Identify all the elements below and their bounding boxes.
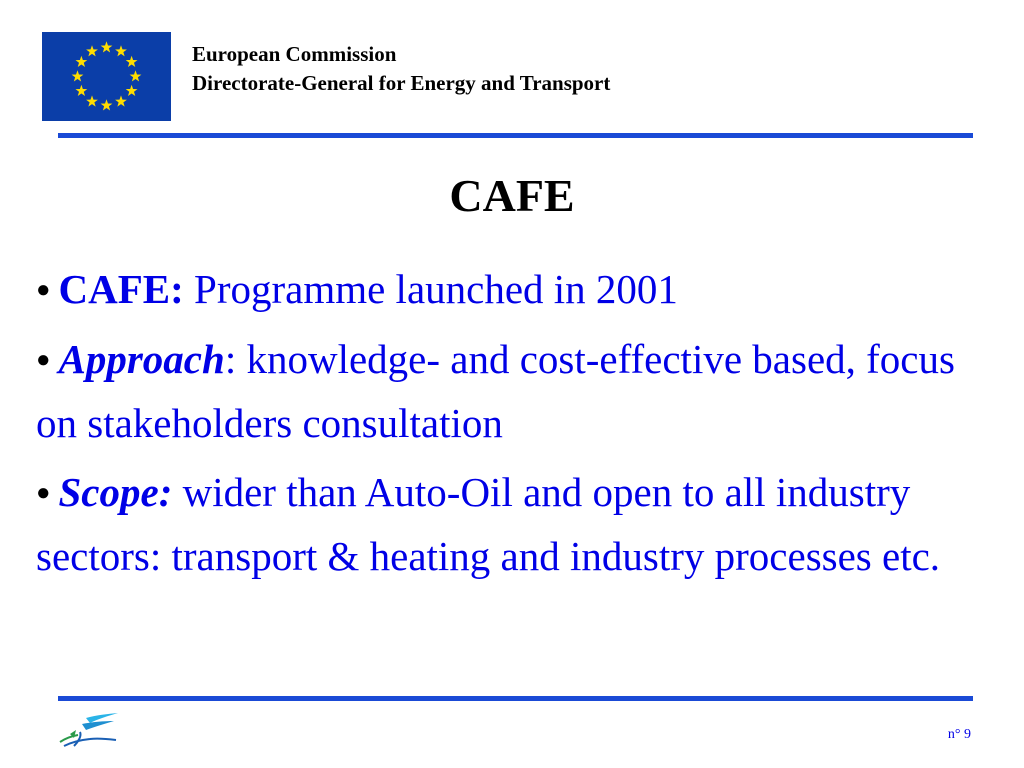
organization-name: European Commission [192,42,397,66]
bullet-item [36,461,996,588]
flag-star-icon [75,85,87,96]
bullet-list [36,258,996,594]
bullet-item [36,328,996,455]
page-number: n° 9 [947,727,971,742]
flag-star-icon [130,70,142,81]
bullet-text: wider than Auto-Oil and open to all industry sectors: transport & heating and industry processes etc. [36,469,941,579]
bullet-term: CAFE: [58,266,184,312]
bullet-term: Scope: [58,469,173,515]
bullet-text: Programme launched in 2001 [183,266,678,312]
flag-star-icon [86,95,98,106]
header-divider [58,133,973,138]
organization-header [192,40,610,98]
footer-divider [58,696,973,701]
bullet-dot-icon: ● [36,347,51,373]
bullet-term: Approach [58,336,225,382]
eu-flag-icon [42,32,171,121]
flag-star-icon [75,56,87,67]
bullet-dot-icon: ● [36,277,51,303]
flag-star-icon [126,56,138,67]
flag-star-icon [72,70,84,81]
flag-star-icon [115,95,127,106]
flag-star-icon [101,41,113,52]
bullet-item [36,258,996,322]
bullet-text: : knowledge- and cost-effective based, focus on stakeholders consultation [36,336,955,446]
flag-star-icon [86,45,98,56]
bullet-dot-icon: ● [36,480,51,506]
directorate-name: Directorate-General for Energy and Transport [192,71,611,95]
flag-star-icon [115,45,127,56]
dg-tren-logo-icon [56,712,120,750]
flag-star-icon [101,99,113,110]
flag-star-icon [126,85,138,96]
slide-title: CAFE [449,170,575,221]
